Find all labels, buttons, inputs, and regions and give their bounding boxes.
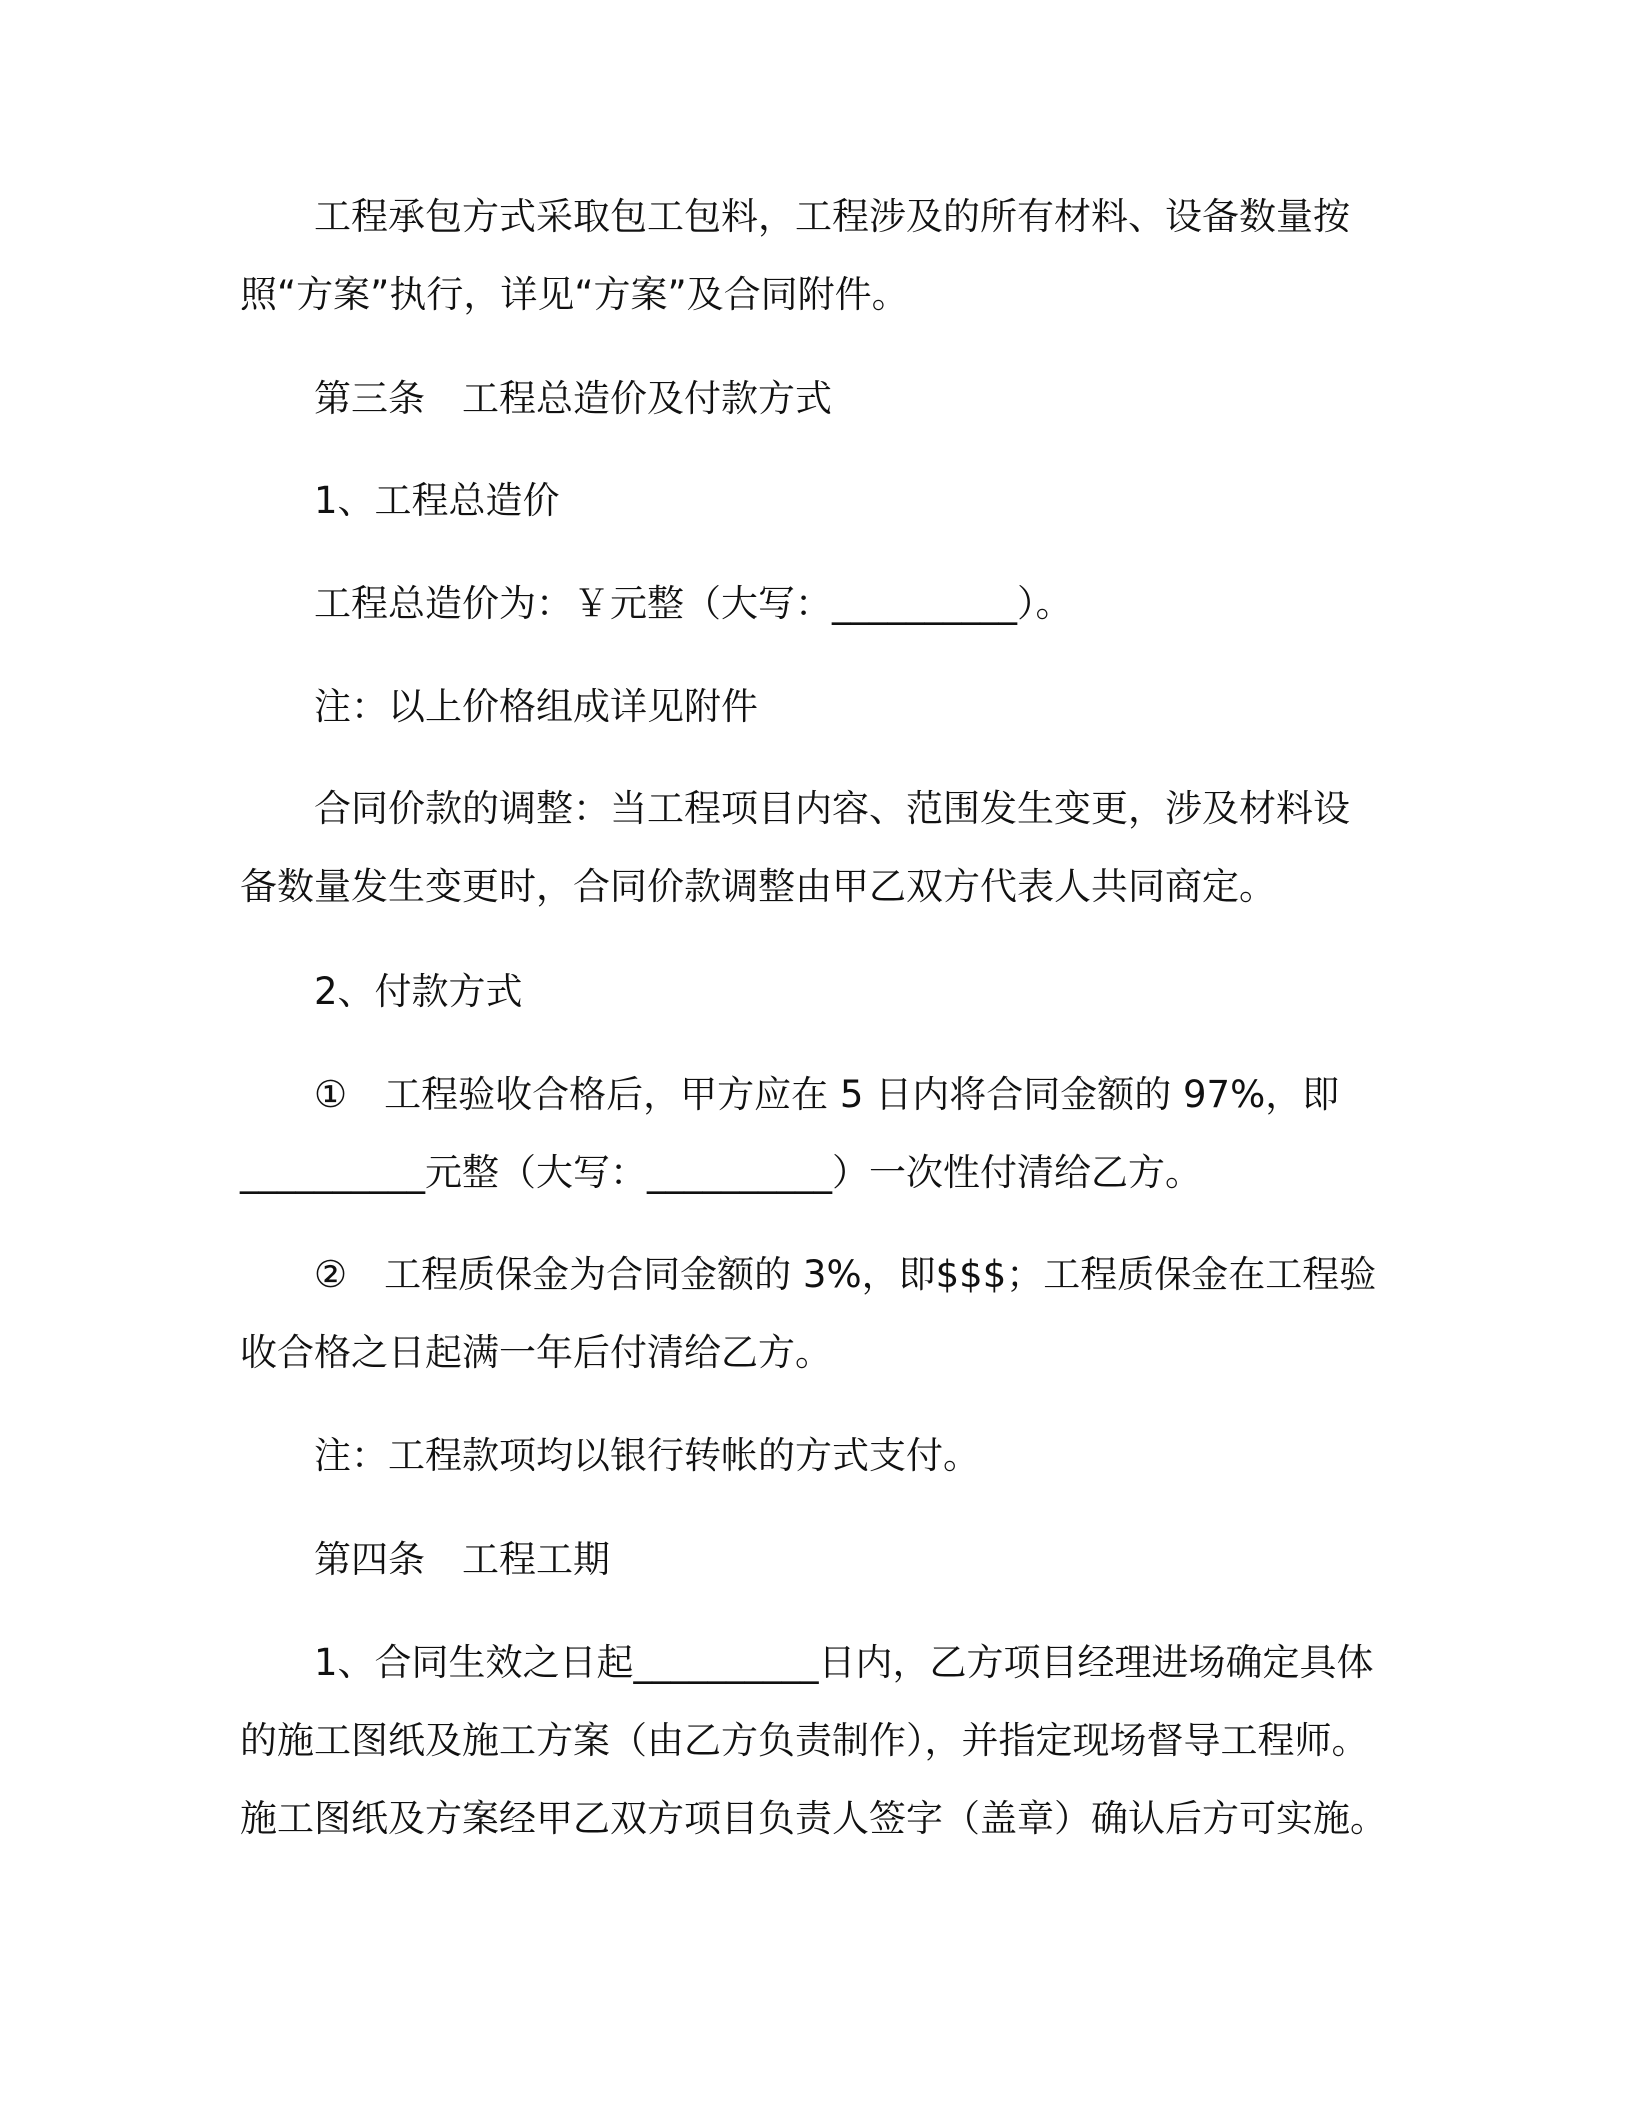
text-line: 注：工程款项均以银行转帐的方式支付。 xyxy=(314,1434,980,1477)
text-line: ① 工程验收合格后，甲方应在 5 日内将合同金额的 97%，即 xyxy=(314,1073,1340,1116)
text-line: 第三条 工程总造价及付款方式 xyxy=(314,377,832,420)
subheading-total-price xyxy=(240,462,1380,540)
text-line: 工程承包方式采取包工包料，工程涉及的所有材料、设备数量按 xyxy=(314,195,1350,238)
heading-article-3 xyxy=(240,360,1380,438)
text-line: 合同价款的调整：当工程项目内容、范围发生变更，涉及材料设 xyxy=(314,787,1350,830)
text-line: 第四条 工程工期 xyxy=(314,1538,610,1581)
paragraph-schedule-item-1 xyxy=(240,1624,1387,1858)
text-line: 施工图纸及方案经甲乙双方项目负责人签字（盖章）确认后方可实施。 xyxy=(240,1797,1387,1840)
heading-article-4 xyxy=(240,1521,1380,1599)
paragraph-price-adjustment xyxy=(240,770,1380,926)
paragraph-contract-method xyxy=(240,178,1380,334)
subheading-payment-method xyxy=(240,953,1380,1031)
text-line: ② 工程质保金为合同金额的 3%，即$$$；工程质保金在工程验 xyxy=(314,1253,1377,1296)
text-line: 的施工图纸及施工方案（由乙方负责制作），并指定现场督导工程师。 xyxy=(240,1719,1369,1762)
text-line: 1、合同生效之日起__________日内，乙方项目经理进场确定具体 xyxy=(314,1641,1374,1684)
paragraph-payment-item-2 xyxy=(240,1236,1380,1392)
text-line: 2、付款方式 xyxy=(314,970,523,1013)
text-line: 1、工程总造价 xyxy=(314,479,560,522)
text-line: 照“方案”执行，详见“方案”及合同附件。 xyxy=(240,273,909,316)
text-line: 收合格之日起满一年后付清给乙方。 xyxy=(240,1331,832,1374)
note-bank-transfer xyxy=(240,1417,1380,1495)
text-line: 注：以上价格组成详见附件 xyxy=(314,685,758,728)
paragraph-payment-item-1 xyxy=(240,1056,1380,1212)
note-price-composition xyxy=(240,668,1380,746)
text-line: __________元整（大写：__________）一次性付清给乙方。 xyxy=(240,1151,1202,1194)
text-line: 备数量发生变更时，合同价款调整由甲乙双方代表人共同商定。 xyxy=(240,865,1276,908)
text-line: 工程总造价为：￥元整（大写：__________）。 xyxy=(314,582,1073,625)
paragraph-total-price-amount xyxy=(240,565,1380,643)
